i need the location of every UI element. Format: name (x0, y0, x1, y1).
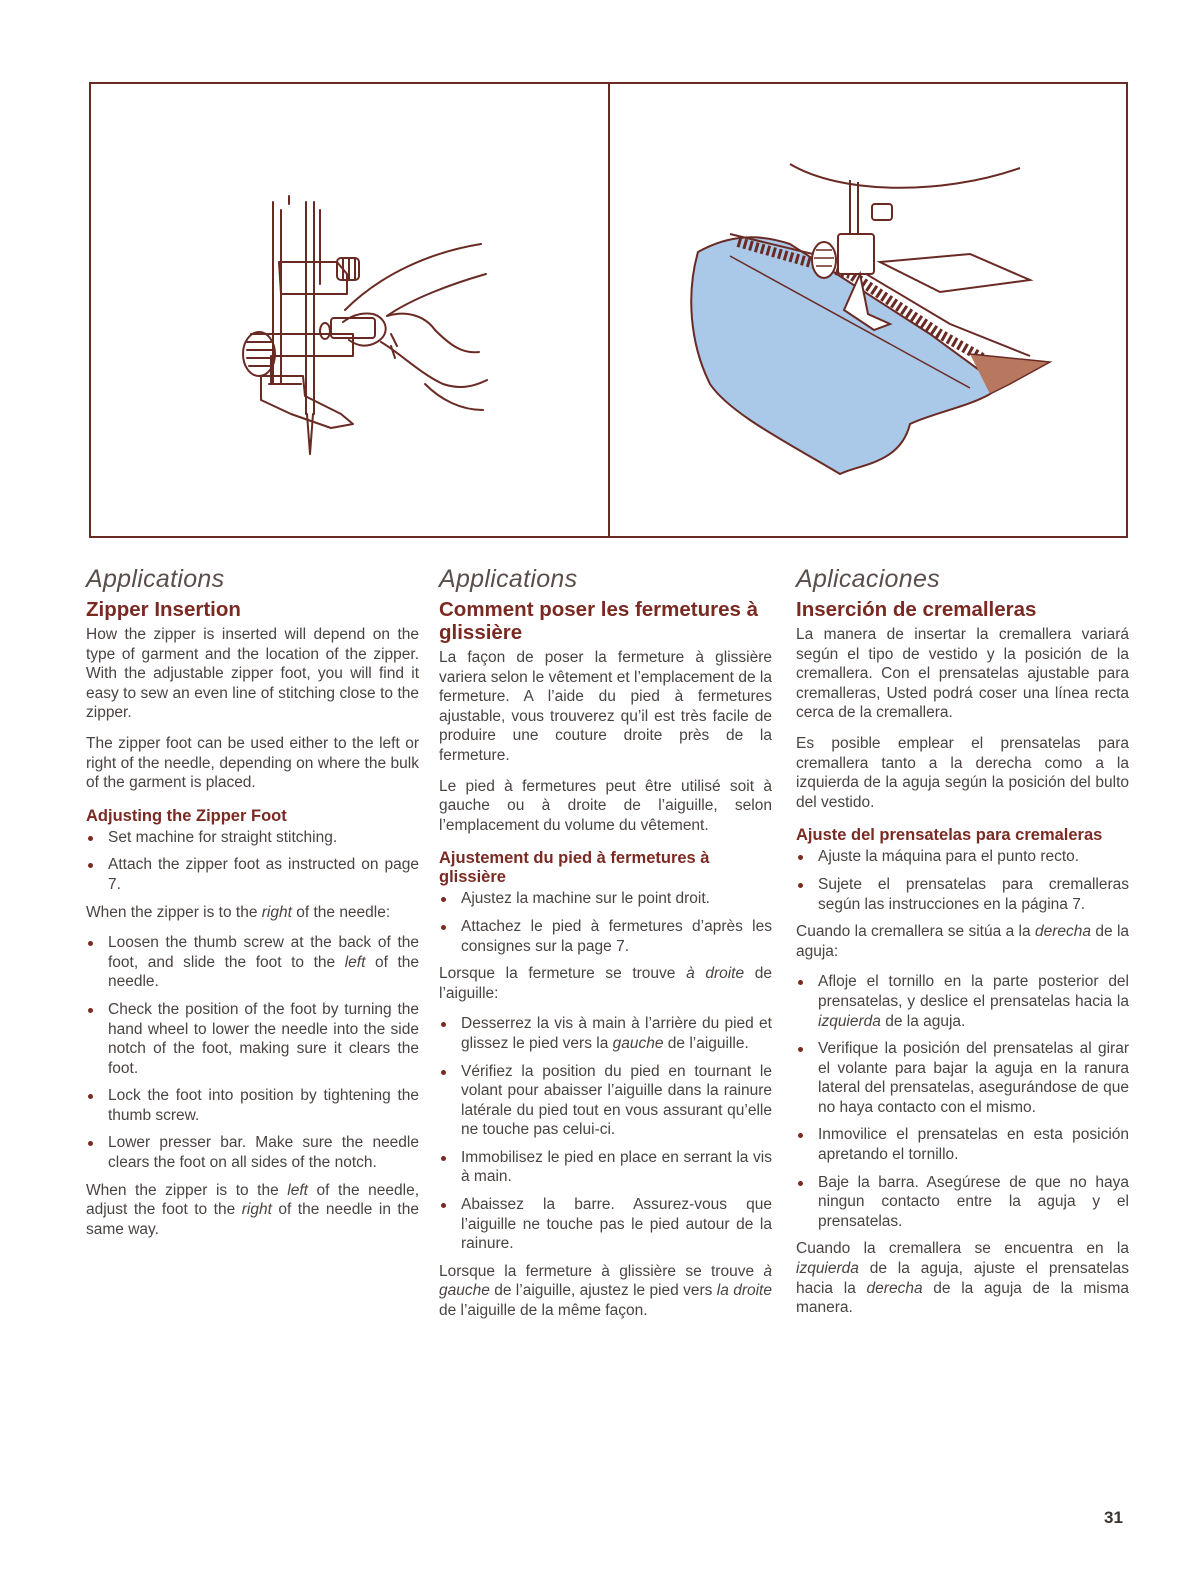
spanish-column (796, 563, 1129, 1329)
figure-frame (89, 82, 1128, 538)
list-item: Attach the zipper foot as instructed on page 7. (86, 855, 419, 894)
list-item: Inmovilice el prensatelas en esta posición apretando el tornillo. (796, 1125, 1129, 1164)
list-item: Ajuste la máquina para el punto recto. (796, 847, 1129, 867)
spanish-right-intro: Cuando la cremallera se sitúa a la derecha de la aguja: (796, 923, 1130, 960)
spanish-paragraph-2: Es posible emplear el prensatelas para cremallera tanto a la derecha como a la izquierda de la aguja según la posición del bulto del vestido. (796, 734, 1129, 811)
french-applications-heading: Applications (439, 565, 578, 593)
spanish-section-title: Inserción de cremalleras (796, 598, 1037, 621)
list-item: Sujete el prensatelas para cremalleras según las instrucciones en la página 7. (796, 875, 1129, 914)
zipper-foot-hand-drawing (91, 84, 608, 536)
illustration-sewing-zipper (610, 84, 1128, 536)
french-steps-1 (439, 889, 772, 956)
list-item: Lower presser bar. Make sure the needle clears the foot on all sides of the notch. (86, 1133, 419, 1172)
french-subtitle: Ajustement du pied à fermetures à glissière (439, 849, 710, 887)
english-steps-1 (86, 828, 419, 895)
english-right-intro: When the zipper is to the right of the needle: (86, 903, 391, 921)
english-section-title: Zipper Insertion (86, 598, 241, 621)
list-item: Attachez le pied à fermetures d’après les consignes sur la page 7. (439, 917, 772, 956)
list-item: Ajustez la machine sur le point droit. (439, 889, 772, 909)
french-paragraph-1: La façon de poser la fermeture à glissière variera selon le vêtement et l’emplacement de la fermeture. A l’aide du pied à fermetures ajustable, vous trouverez qu’il est très facile de produire une couture droite près de la fermeture. (439, 649, 772, 764)
spanish-paragraph-1: La manera de insertar la cremallera variará según el tipo de vestido y la posición de la cremallera. Con el prensatelas ajustable para cremalleras, Usted podrá coser una línea recta cerca de la cremallera. (796, 626, 1129, 722)
spanish-steps-2 (796, 972, 1129, 1231)
list-item: Set machine for straight stitching. (86, 828, 419, 848)
spanish-steps-1 (796, 847, 1129, 914)
list-item: Loosen the thumb screw at the back of the foot, and slide the foot to the left of the needle. (86, 933, 419, 992)
list-item: Abaissez la barre. Assurez-vous que l’aiguille ne touche pas le pied autour de la rainure. (439, 1195, 772, 1254)
english-left-paragraph: When the zipper is to the left of the needle, adjust the foot to the right of the needle in the same way. (86, 1181, 419, 1238)
spanish-left-paragraph: Cuando la cremallera se encuentra en la izquierda de la aguja, ajuste el prensatelas hacia la derecha de la aguja de la misma manera. (796, 1240, 1129, 1317)
english-applications-heading: Applications (86, 565, 225, 593)
list-item: Baje la barra. Asegúrese de que no haya ningun contacto entre la aguja y el prensatelas. (796, 1173, 1129, 1232)
english-subtitle: Adjusting the Zipper Foot (86, 806, 287, 825)
list-item: Verifique la posición del prensatelas al girar el volante para bajar la aguja en la ranura lateral del prensatelas, asegurándose de que no haya contacto con el mismo. (796, 1039, 1129, 1117)
english-column (86, 563, 419, 1250)
list-item: Immobilisez le pied en place en serrant la vis à main. (439, 1148, 772, 1187)
list-item: Vérifiez la position du pied en tournant le volant pour abaisser l’aiguille dans la rainure latérale du pied tout en vous assurant qu’elle ne touche pas celui-ci. (439, 1062, 772, 1140)
english-paragraph-1: How the zipper is inserted will depend on the type of garment and the location of the zipper. With the adjustable zipper foot, you will find it easy to sew an even line of stitching close to the zipper. (86, 626, 419, 722)
spanish-subtitle: Ajuste del prensatelas para cremaleras (796, 826, 1103, 845)
illustration-hand-adjusting-zipper-foot (91, 84, 608, 536)
spanish-applications-heading: Aplicaciones (796, 565, 940, 593)
french-section-title: Comment poser les fermetures à glissière (439, 598, 759, 644)
french-steps-2 (439, 1014, 772, 1254)
list-item: Afloje el tornillo en la parte posterior del prensatelas, y deslice el prensatelas hacia la izquierda de la aguja. (796, 972, 1129, 1031)
page-number: 31 (1104, 1508, 1123, 1527)
french-left-paragraph: Lorsque la fermeture à glissière se trouve à gauche de l’aiguille, ajustez le pied vers la droite de l’aiguille de la même façon. (439, 1262, 772, 1320)
list-item: Desserrez la vis à main à l’arrière du pied et glissez le pied vers la gauche de l’aiguille. (439, 1014, 772, 1053)
french-paragraph-2: Le pied à fermetures peut être utilisé soit à gauche ou à droite de l’aiguille, selon l’emplacement du volume du vêtement. (439, 777, 772, 834)
list-item: Lock the foot into position by tightening the thumb screw. (86, 1086, 419, 1125)
english-paragraph-2: The zipper foot can be used either to the left or right of the needle, depending on where the bulk of the garment is placed. (86, 734, 419, 792)
list-item: Check the position of the foot by turning the hand wheel to lower the needle into the side notch of the foot, making sure it clears the foot. (86, 1000, 419, 1078)
english-steps-2 (86, 933, 419, 1173)
french-right-intro: Lorsque la fermeture se trouve à droite de l’aiguille: (439, 965, 772, 1002)
sewing-zipper-drawing (610, 84, 1128, 536)
french-column (439, 563, 772, 1332)
